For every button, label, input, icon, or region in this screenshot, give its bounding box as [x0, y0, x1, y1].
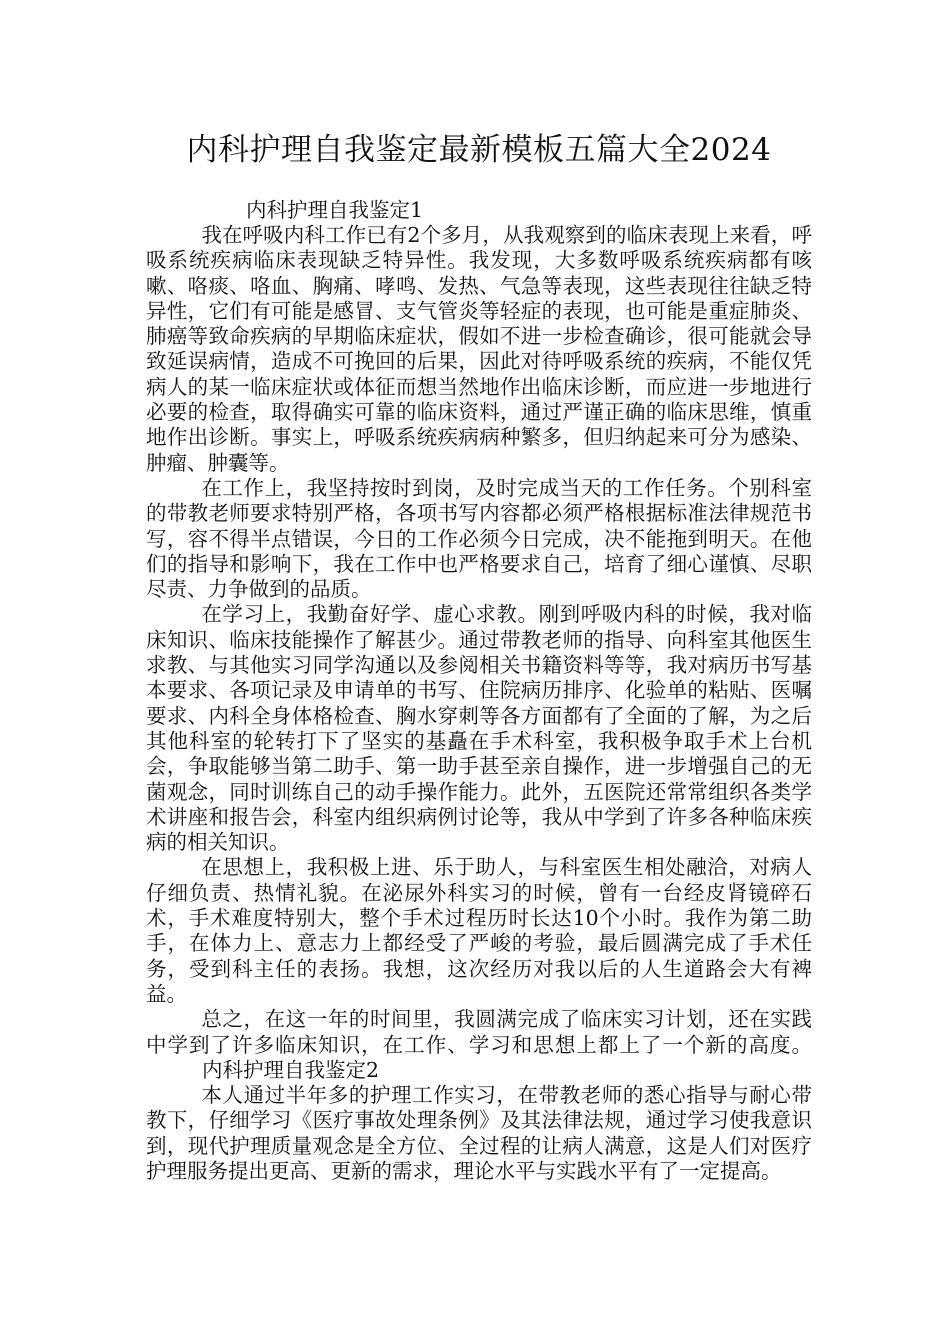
paragraph-2: 在工作上，我坚持按时到岗，及时完成当天的工作任务。个别科室的带教老师要求特别严格，各项书写内容都必须严格根据标准法律规范书写，容不得半点错误，今日的工作必须今日完成，决不能拖到明天。在他们的指导和影响下，我在工作中也严格要求自己，培育了细心谨慎、尽职尽责、力争做到的品质。 [146, 475, 812, 602]
paragraph-4: 在思想上，我积极上进、乐于助人，与科室医生相处融洽，对病人仔细负责、热情礼貌。在泌尿外科实习的时候，曾有一台经皮肾镜碎石术，手术难度特别大，整个手术过程历时长达10个小时。我作为第二助手，在体力上、意志力上都经受了严峻的考验，最后圆满完成了手术任务，受到科主任的表扬。我想，这次经历对我以后的人生道路会大有裨益。 [146, 855, 812, 1006]
closing-paragraph-text: 总之，在这一年的时间里，我圆满完成了临床实习计划，还在实践中学到了许多临床知识，在工作、学习和思想上都上了一个新的高度。 [146, 1007, 812, 1057]
document-title: 内科护理自我鉴定最新模板五篇大全2024 [186, 132, 772, 168]
section-heading-1: 内科护理自我鉴定1 [246, 198, 424, 222]
document-page [146, 128, 812, 1184]
paragraph-3: 在学习上，我勤奋好学、虚心求教。刚到呼吸内科的时候，我对临床知识、临床技能操作了解甚少。通过带教老师的指导、向科室其他医生求教、与其他实习同学沟通以及参阅相关书籍资料等等，我对病历书写基本要求、各项记录及申请单的书写、住院病历排序、化验单的粘贴、医嘱要求、内科全身体格检查、胸水穿刺等各方面都有了全面的了解，为之后其他科室的轮转打下了坚实的基矗在手术科室，我积极争取手术上台机会，争取能够当第二助手、第一助手甚至亲自操作，进一步增强自己的无菌观念，同时训练自己的动手操作能力。此外，五医院还常常组织各类学术讲座和报告会，科室内组织病例讨论等，我从中学到了许多各种临床疾病的相关知识。 [146, 602, 812, 855]
section2-paragraph: 本人通过半年多的护理工作实习，在带教老师的悉心指导与耐心带教下，仔细学习《医疗事故处理条例》及其法律法规，通过学习使我意识到，现代护理质量观念是全方位、全过程的让病人满意，这是人们对医疗护理服务提出更高、更新的需求，理论水平与实践水平有了一定提高。 [146, 1083, 812, 1183]
paragraph-1: 我在呼吸内科工作已有2个多月，从我观察到的临床表现上来看，呼吸系统疾病临床表现缺乏特异性。我发现，大多数呼吸系统疾病都有咳嗽、咯痰、咯血、胸痛、哮鸣、发热、气急等表现，这些表现往往缺乏特异性，它们有可能是感冒、支气管炎等轻症的表现，也可能是重症肺炎、肺癌等致命疾病的早期临床症状，假如不进一步检查确诊，很可能就会导致延误病情，造成不可挽回的后果，因此对待呼吸系统的疾病，不能仅凭病人的某一临床症状或体征而想当然地作出临床诊断，而应进一步地进行必要的检查，取得确实可靠的临床资料，通过严谨正确的临床思维，慎重地作出诊断。事实上，呼吸系统疾病病种繁多，但归纳起来可分为感染、肿瘤、肿囊等。 [146, 223, 812, 475]
section-heading-2: 内科护理自我鉴定2 [202, 1057, 380, 1082]
closing-paragraph [146, 1007, 812, 1083]
